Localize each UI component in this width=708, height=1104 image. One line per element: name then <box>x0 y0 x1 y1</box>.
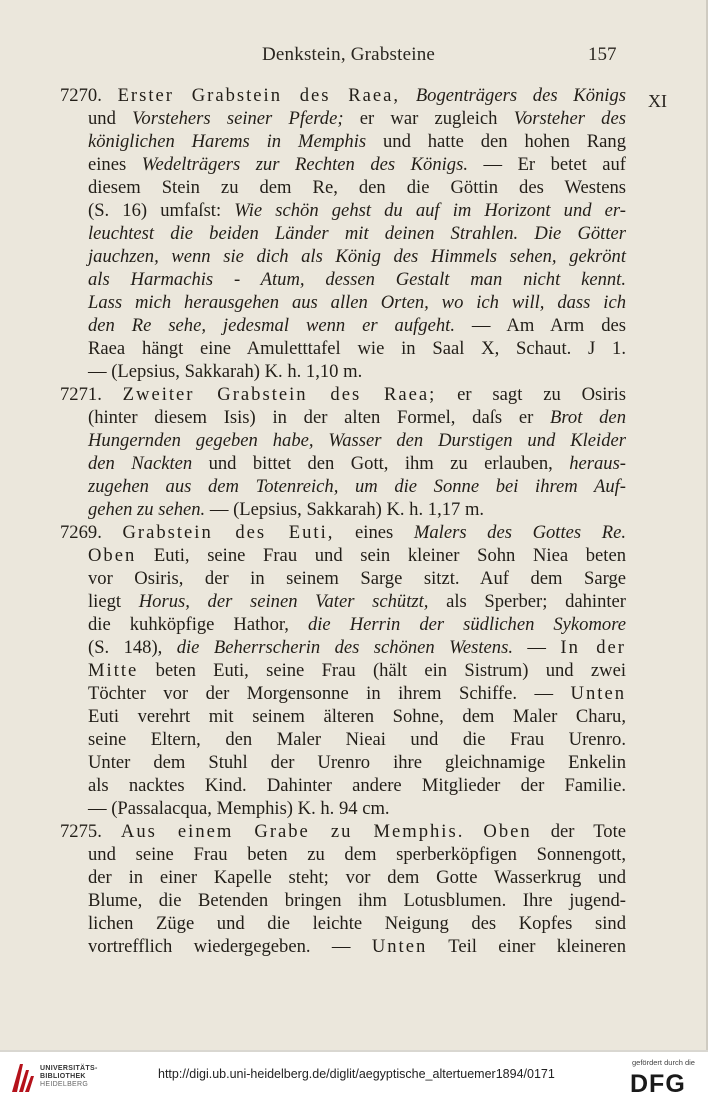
text-run: Hungernden gegeben habe, Wasser den Durstigen und Kleider <box>88 430 626 451</box>
text-line <box>88 659 626 682</box>
footer-bar <box>0 1052 708 1104</box>
text-run: beten Euti, seine Frau (hält ein Sistrum) und zwei <box>138 660 626 681</box>
text-run: die Beherrscherin des schönen Westens. <box>176 637 513 658</box>
text-line <box>88 912 626 935</box>
dfg-caption: gefördert durch die <box>632 1058 695 1067</box>
text-run: Zweiter Grabstein des Raea; <box>122 384 437 405</box>
text-line <box>88 222 626 245</box>
text-run: gehen zu sehen. <box>88 499 206 520</box>
text-line <box>88 429 626 452</box>
text-run: Horus, der seinen Vater schützt, <box>138 591 429 612</box>
text-run: und seine Frau beten zu dem sperberköpfigen Sonnengott, <box>88 844 626 865</box>
text-run: Wie schön gehst du auf im Horizont und er- <box>234 200 626 221</box>
text-run: (S. 16) umfaſst: <box>88 200 235 221</box>
text-run: 7269. <box>60 522 123 543</box>
text-run: — (Passalacqua, Memphis) K. h. 94 cm. <box>88 798 390 819</box>
text-line <box>88 705 626 728</box>
text-run: Grabstein des Euti, <box>122 522 335 543</box>
text-run: Vorsteher des <box>513 108 626 129</box>
text-run: Euti, seine Frau und sein kleiner Sohn Niea beten <box>136 545 626 566</box>
text-run: Oben <box>483 821 532 842</box>
text-run: der in einer Kapelle steht; vor dem Gotte Wasserkrug und <box>88 867 626 888</box>
text-run: — (Lepsius, Sakkarah) K. h. 1,17 m. <box>205 499 485 520</box>
text-line <box>88 728 626 751</box>
text-line <box>88 199 626 222</box>
text-line <box>88 475 626 498</box>
text-line <box>88 797 626 820</box>
text-run: eines <box>88 154 142 175</box>
text-run: Teil einer kleineren <box>427 936 626 957</box>
text-line <box>60 820 626 843</box>
text-run: Oben <box>88 545 137 566</box>
text-run: eines <box>334 522 414 543</box>
text-run: den Re sehe, jedesmal wenn er aufgeht. <box>88 315 455 336</box>
text-line <box>88 337 626 360</box>
text-run: er war zugleich <box>343 108 514 129</box>
text-run: Raea hängt eine Amuletttafel wie in Saal X, Schaut. J 1. <box>88 338 626 359</box>
text-run: Unten <box>570 683 626 704</box>
text-run: — Er betet auf <box>467 154 626 175</box>
text-run: — Am Arm des <box>454 315 626 336</box>
text-run: In der <box>560 637 627 658</box>
text-line <box>60 521 626 544</box>
text-run: Wedelträgers zur Rechten des Königs. <box>141 154 468 175</box>
text-line <box>88 130 626 153</box>
text-line <box>88 498 626 521</box>
text-run: der Tote <box>531 821 626 842</box>
text-line <box>88 567 626 590</box>
text-run: 7270. <box>60 85 118 106</box>
text-run: als Harmachis - Atum, dessen Gestalt man nicht kennt. <box>88 269 626 290</box>
text-run: Mitte <box>88 660 139 681</box>
text-run: Unten <box>371 936 428 957</box>
source-url-link[interactable]: http://digi.ub.uni-heidelberg.de/diglit/aegyptische_altertuemer1894/0171 <box>158 1067 555 1081</box>
running-title: Denkstein, Grabsteine <box>262 44 436 65</box>
section-marker: XI <box>648 91 667 111</box>
text-run <box>400 85 416 106</box>
text-run: seine Eltern, den Maler Nieai und die Frau Urenro. <box>88 729 626 750</box>
text-run: Aus einem Grabe zu Memphis. <box>120 821 465 842</box>
text-line <box>60 84 626 107</box>
text-line <box>88 935 626 958</box>
text-run: die Herrin der südlichen Sykomore <box>307 614 626 635</box>
text-run: die kuhköpfige Hathor, <box>88 614 308 635</box>
text-run: Bogenträgers des Königs <box>415 85 627 106</box>
text-line <box>88 613 626 636</box>
text-line <box>88 774 626 797</box>
text-run: leuchtest die beiden Länder mit deinen Strahlen. Die Götter <box>88 223 626 244</box>
text-run: vor Osiris, der in seinem Sarge sitzt. Auf dem Sarge <box>88 568 626 589</box>
text-run: (hinter diesem Isis) in der alten Formel, daſs er <box>88 407 551 428</box>
text-line <box>88 291 626 314</box>
text-run: und <box>88 108 133 129</box>
text-run: Euti verehrt mit seinem älteren Sohne, dem Maler Charu, <box>88 706 626 727</box>
text-run: und hatte den hohen Rang <box>366 131 626 152</box>
text-run: Malers des Gottes Re. <box>413 522 626 543</box>
text-line <box>88 153 626 176</box>
text-run: Unter dem Stuhl der Urenro ihre gleichnamige Enkelin <box>88 752 626 773</box>
text-run: lichen Züge und die leichte Neigung des Kopfes sind <box>88 913 626 934</box>
text-run: zugehen aus dem Totenreich, um die Sonne bei ihrem Auf- <box>88 476 626 497</box>
text-line <box>88 406 626 429</box>
text-line <box>88 452 626 475</box>
text-run: liegt <box>88 591 139 612</box>
text-line <box>88 360 626 383</box>
text-line <box>88 245 626 268</box>
text-line <box>88 176 626 199</box>
text-run: Töchter vor der Morgensonne in ihrem Schiffe. — <box>88 683 571 704</box>
dfg-logo: DFG <box>630 1070 686 1098</box>
text-run: heraus- <box>569 453 626 474</box>
text-run <box>464 821 483 842</box>
text-line <box>88 751 626 774</box>
text-line <box>88 107 626 130</box>
text-run: er sagt zu Osiris <box>436 384 626 405</box>
text-run: Vorstehers seiner Pferde; <box>132 108 344 129</box>
text-line <box>88 889 626 912</box>
text-line <box>88 636 626 659</box>
page-number: 157 <box>588 44 617 65</box>
text-line <box>88 314 626 337</box>
text-line <box>88 843 626 866</box>
text-run: jauchzen, wenn sie dich als König des Himmels sehen, gekrönt <box>88 246 626 267</box>
text-line <box>88 682 626 705</box>
text-line <box>88 590 626 613</box>
text-line <box>88 544 626 567</box>
text-run: 7275. <box>60 821 121 842</box>
text-run: den Nackten <box>88 453 193 474</box>
text-run: königlichen Harems in Memphis <box>88 131 367 152</box>
text-run: Erster Grabstein des Raea, <box>117 85 401 106</box>
text-run: als Sperber; dahinter <box>428 591 626 612</box>
text-run: — (Lepsius, Sakkarah) K. h. 1,10 m. <box>88 361 363 382</box>
university-library-logo-icon <box>10 1060 36 1094</box>
text-run: vortrefflich wiedergegeben. — <box>88 936 372 957</box>
text-run: als nacktes Kind. Dahinter andere Mitglieder der Familie. <box>88 775 626 796</box>
text-run: Brot den <box>550 407 626 428</box>
text-run: 7271. <box>60 384 123 405</box>
text-run: Lass mich herausgehen aus allen Orten, wo ich will, dass ich <box>88 292 626 313</box>
text-run: (S. 148), <box>88 637 177 658</box>
text-run: diesem Stein zu dem Re, den die Göttin des Westens <box>88 177 626 198</box>
text-run: — <box>512 637 561 658</box>
text-line <box>88 268 626 291</box>
university-library-name: UNIVERSITÄTS- BIBLIOTHEK HEIDELBERG <box>40 1065 98 1088</box>
text-line <box>88 866 626 889</box>
text-line <box>60 383 626 406</box>
text-run: Blume, die Betenden bringen ihm Lotusblumen. Ihre jugend- <box>88 890 626 911</box>
text-run: und bittet den Gott, ihm zu erlauben, <box>192 453 570 474</box>
